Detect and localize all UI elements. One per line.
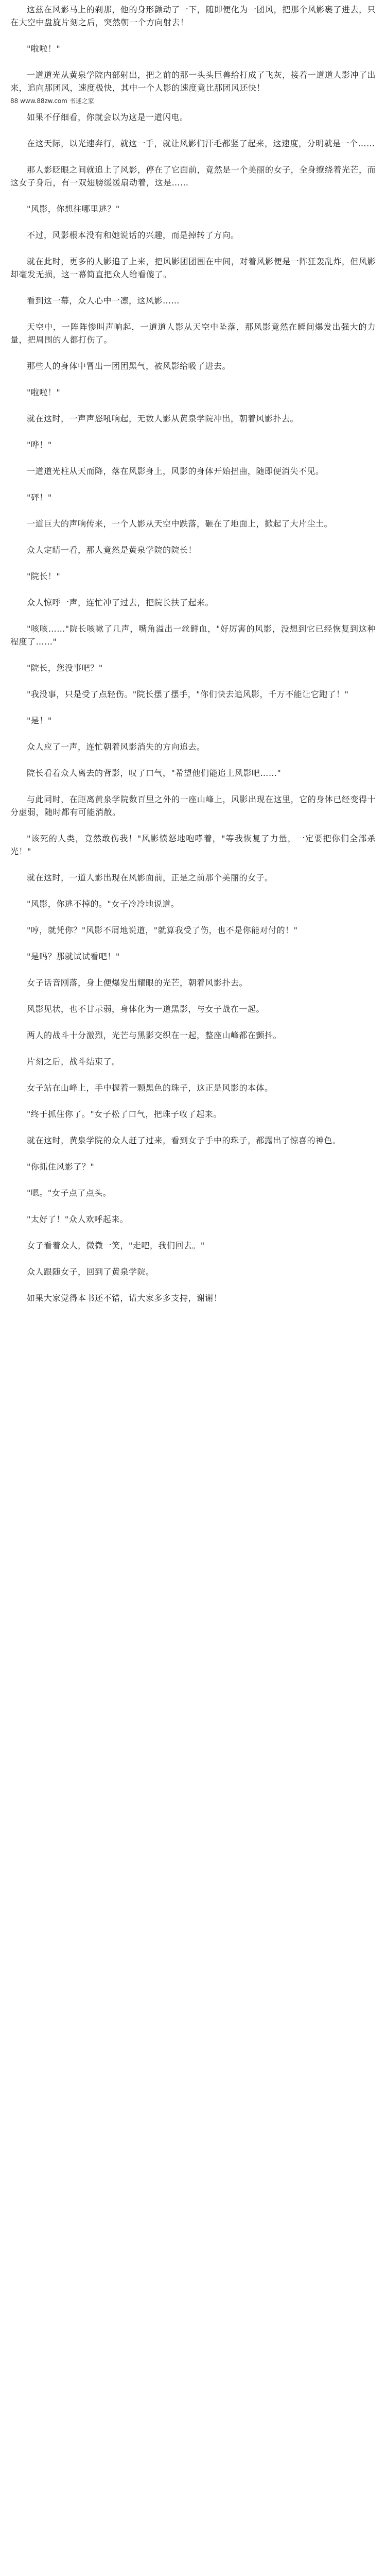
paragraph: 一道道光从黄泉学院内部射出，把之前的那一头头巨兽给打成了飞灰，接着一道道人影冲了出来，追向那团风，速度极快，其中一个人影的速度竟比那团风还快！: [10, 70, 376, 93]
paragraph: 众人跟随女子，回到了黄泉学院。: [27, 1267, 154, 1277]
watermark-line: 88 www.88zw.com 书迷之家: [10, 97, 94, 105]
paragraph: "风影，你想往哪里逃？": [27, 204, 120, 214]
paragraph: 院长看着众人离去的背影，叹了口气，"希望他们能追上风影吧……": [27, 768, 282, 778]
paragraph: 一道巨大的声响传来，一个人影从天空中跌落，砸在了地面上，掀起了大片尘土。: [27, 519, 333, 529]
paragraph: "嗯。"女子点了点头。: [27, 1188, 112, 1198]
paragraph: 就在此时，更多的人影追了上来，把风影团团围在中间，对着风影便是一阵狂轰乱炸，但风影却毫发无损，这一幕简直把众人给看傻了。: [10, 257, 376, 279]
paragraph: "啦啦！": [27, 44, 61, 54]
paragraph: 那些人的身体中冒出一团团黑气，被风影给吸了进去。: [27, 361, 231, 371]
paragraph: 天空中，一阵阵惨叫声响起，一道道人影从天空中坠落，那风影竟然在瞬间爆发出强大的力量，把周围的人都打伤了。: [10, 322, 376, 345]
paragraph: "你抓住风影了？": [27, 1162, 95, 1172]
paragraph: "砰！": [27, 493, 52, 502]
paragraph: 在这天际，以光速奔行，就这一手，就让风影们汗毛都竖了起来，这速度，分明就是一个……: [27, 139, 375, 148]
paragraph: 就在这时，黄泉学院的众人赶了过来，看到女子手中的珠子，都露出了惊喜的神色。: [27, 1136, 341, 1145]
paragraph: "太好了！"众人欢呼起来。: [27, 1214, 129, 1224]
paragraph: "我没事，只是受了点轻伤。"院长摆了摆手，"你们快去追风影，千万不能让它跑了！": [27, 689, 349, 699]
paragraph: "是！": [27, 716, 52, 725]
paragraph: "风影，你逃不掉的。"女子冷冷地说道。: [27, 899, 180, 909]
paragraph: 与此同时，在距离黄泉学院数百里之外的一座山峰上，风影出现在这里，它的身体已经变得十分虚弱，随时都有可能消散。: [10, 794, 376, 817]
paragraph: 众人定睛一看，那人竟然是黄泉学院的院长！: [27, 545, 197, 555]
paragraph: "是吗？那就试试看吧！": [27, 952, 120, 961]
paragraph: "哗！": [27, 440, 52, 450]
paragraph: 不过，风影根本没有和她说话的兴趣，而是掉转了方向。: [27, 230, 239, 240]
paragraph: "终于抓住你了。"女子松了口气，把珠子收了起来。: [27, 1109, 222, 1119]
paragraph: 看到这一幕，众人心中一凛，这风影……: [27, 296, 180, 306]
paragraph: 片刻之后，战斗结束了。: [27, 1057, 120, 1066]
paragraph: 女子站在山峰上，手中握着一颗黑色的珠子，这正是风影的本体。: [27, 1083, 273, 1093]
paragraph: 就在这时，一声声怒吼响起，无数人影从黄泉学院冲出，朝着风影扑去。: [27, 414, 299, 423]
paragraph: "咳咳……"院长咳嗽了几声，嘴角溢出一丝鲜血，"好厉害的风影，没想到它已经恢复到这种程度了……": [10, 624, 376, 647]
paragraph: 女子看着众人，微微一笑，"走吧，我们回去。": [27, 1241, 205, 1250]
paragraph: 如果不仔细看，你就会以为这是一道闪电。: [27, 112, 188, 122]
paragraph: 那人影眨眼之间就追上了风影，停在了它面前，竟然是一个美丽的女子，全身缭绕着光芒，而这女子身后，有一双翅膀缓缓扇动着，这是……: [10, 165, 376, 188]
paragraph: 就在这时，一道人影出现在风影面前，正是之前那个美丽的女子。: [27, 873, 273, 883]
paragraph: 风影见状，也不甘示弱，身体化为一道黑影，与女子战在一起。: [27, 1004, 265, 1014]
paragraph: "哼，就凭你？"风影不屑地说道，"就算我受了伤，也不是你能对付的！": [27, 925, 298, 935]
paragraph: 众人应了一声，连忙朝着风影消失的方向追去。: [27, 742, 205, 752]
paragraph: "院长！": [27, 571, 61, 581]
paragraph: 两人的战斗十分激烈，光芒与黑影交织在一起，整座山峰都在颤抖。: [27, 1030, 282, 1040]
paragraph: "院长，您没事吧？": [27, 663, 103, 673]
paragraph: 如果大家觉得本书还不错，请大家多多支持，谢谢！: [27, 1293, 222, 1303]
paragraph: 一道道光柱从天而降，落在风影身上，风影的身体开始扭曲，随即便消失不见。: [27, 466, 324, 476]
paragraph: 众人惊呼一声，连忙冲了过去，把院长扶了起来。: [27, 598, 214, 607]
paragraph: 这兹在风影马上的刹那，他的身形颤动了一下，随即便化为一团风，把那个风影裹了进去，只在大空中盘旋片刻之后，突然朝一个方向射去！: [10, 5, 376, 27]
paragraph: "啦啦！": [27, 387, 61, 397]
paragraph: 女子话音刚落，身上便爆发出耀眼的光芒，朝着风影扑去。: [27, 978, 248, 988]
chapter-content: [10, 3, 376, 1304]
paragraph: "该死的人类，竟然敢伤我！"风影愤怒地咆哮着，"等我恢复了力量，一定要把你们全部杀光！": [10, 834, 376, 856]
